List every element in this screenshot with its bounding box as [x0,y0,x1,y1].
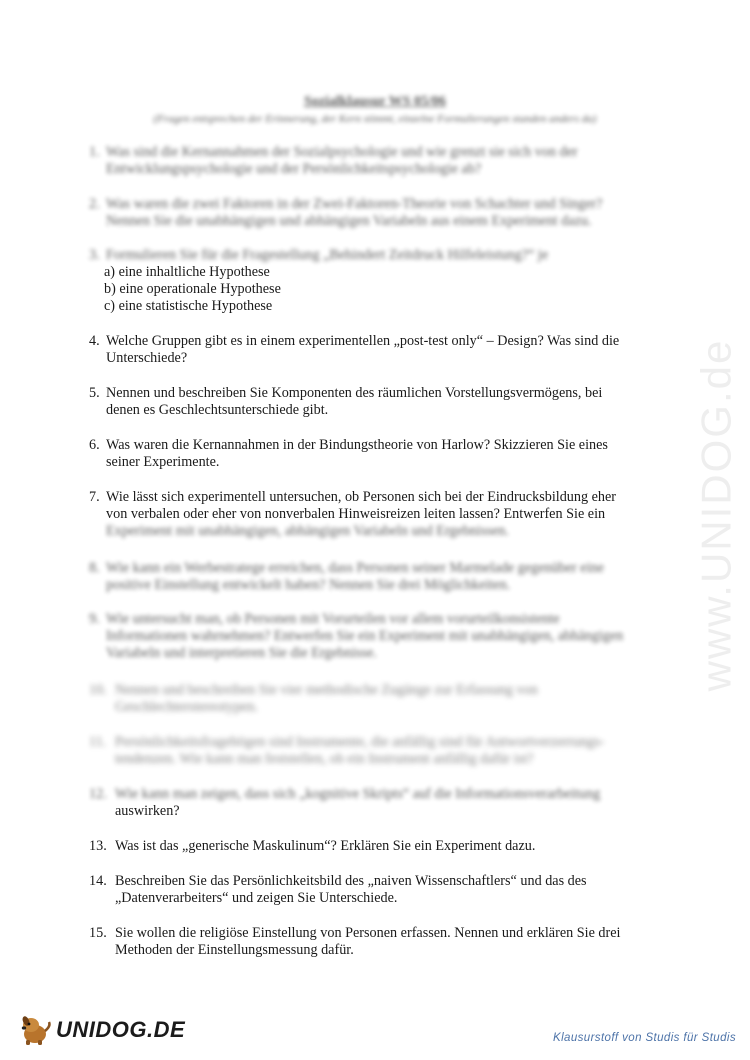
question-line: denen es Geschlechtsunterschiede gibt. [106,402,329,418]
question-12 [89,786,669,820]
question-number: 13. [89,838,107,854]
question-14 [89,873,669,907]
question-9 [89,611,669,662]
footer-tagline: Klausurstoff von Studis für Studis [553,1032,736,1044]
question-number: 7. [89,489,100,505]
question-line: von verbalen oder eher von nonverbalen Hinweisreizen leiten lassen? Entwerfen Sie ein [106,506,606,522]
question-number: 1. [89,144,100,160]
question-line: Sie wollen die religiöse Einstellung von Personen erfassen. Nennen und erklären Sie drei [115,925,621,941]
question-number: 12. [89,786,107,802]
question-number: 4. [89,333,100,349]
question-line: Methoden der Einstellungsmessung dafür. [115,942,354,958]
question-15 [89,925,669,959]
question-number: 2. [89,196,100,212]
question-2 [89,196,669,230]
question-11 [89,734,669,768]
question-number: 5. [89,385,100,401]
unidog-logo[interactable] [18,1010,185,1050]
question-line: Was ist das „generische Maskulinum“? Erklären Sie ein Experiment dazu. [115,838,536,854]
question-line: Nennen und beschreiben Sie Komponenten des räumlichen Vorstellungsvermögens, bei [106,385,603,401]
question-line: Was sind die Kernannahmen der Sozialpsychologie und wie grenzt sie sich von der [106,144,578,160]
question-number: 10. [89,682,107,698]
question-line: Wie kann man zeigen, dass sich „kognitive Skripts“ auf die Informationsverarbeitung [115,786,601,802]
question-line: Nennen und beschreiben Sie vier methodische Zugänge zur Erfassung von [115,682,538,698]
question-line: Variabeln und interpretieren Sie die Ergebnisse. [106,645,377,661]
question-line: Was waren die zwei Faktoren in der Zwei-Faktoren-Theorie von Schachter und Singer? [106,196,603,212]
question-line: auswirken? [115,803,180,819]
question-number: 15. [89,925,107,941]
question-number: 14. [89,873,107,889]
question-number: 3. [89,247,100,263]
question-line: Persönlichkeitsfragebögen sind Instrumente, die anfällig sind für Antwortverzerrungs- [115,734,605,750]
question-line: tendenzen. Wie kann man feststellen, ob ein Instrument anfällig dafür ist? [115,751,534,767]
watermark [692,280,740,750]
question-line: Entwicklungspsychologie und der Persönlichkeitspsychologie ab? [106,161,482,177]
question-4 [89,333,669,367]
hypothesis-c: c) eine statistische Hypothese [104,298,273,314]
question-number: 8. [89,560,100,576]
question-line: Wie lässt sich experimentell untersuchen, ob Personen sich bei der Eindrucksbildung eher [106,489,617,505]
question-7 [89,489,669,540]
question-line: Experiment mit unabhängigen, abhängigen Variabeln und Ergebnissen. [106,523,509,539]
question-5 [89,385,669,419]
question-1 [89,144,669,178]
question-13 [89,838,669,855]
question-3 [89,247,669,264]
question-line: Wie kann ein Werbestratege erreichen, dass Personen seiner Marmelade gegenüber eine [106,560,604,576]
question-line: Wie untersucht man, ob Personen mit Vorurteilen vor allem vorurteilkonsistente [106,611,560,627]
document-subtitle: (Fragen entsprechen der Erinnerung, der Kern stimmt, einzelne Formulierungen standen anders da) [153,113,597,125]
question-number: 11. [89,734,107,750]
question-line: „Datenverarbeiters“ und zeigen Sie Unterschiede. [115,890,398,906]
question-line: Unterschiede? [106,350,188,366]
question-10 [89,682,669,716]
question-line: Informationen wahrnehmen? Entwerfen Sie ein Experiment mit unabhängigen, abhängigen [106,628,624,644]
question-line: Formulieren Sie für die Fragestellung „Behindert Zeitdruck Hilfeleistung?“ je [106,247,549,263]
dog-icon [18,1012,54,1048]
question-line: Welche Gruppen gibt es in einem experimentellen „post-test only“ – Design? Was sind die [106,333,620,349]
hypothesis-b: b) eine operationale Hypothese [104,281,281,297]
question-line: seiner Experimente. [106,454,220,470]
question-line: Nennen Sie die unabhängigen und abhängigen Variabeln aus einem Experiment dazu. [106,213,592,229]
logo-text: UNIDOG.DE [56,1017,186,1042]
question-line: Was waren die Kernannahmen in der Bindungstheorie von Harlow? Skizzieren Sie eines [106,437,608,453]
question-number: 9. [89,611,100,627]
watermark-text: www.UNIDOG.de [692,338,740,692]
document-title: Sozialklausur WS 05/06 [304,94,446,109]
question-line: Beschreiben Sie das Persönlichkeitsbild des „naiven Wissenschaftlers“ und das des [115,873,587,889]
question-line: positive Einstellung entwickelt haben? Nennen Sie drei Möglichkeiten. [106,577,511,593]
hypothesis-a: a) eine inhaltliche Hypothese [104,264,270,280]
question-8 [89,560,669,594]
question-6 [89,437,669,471]
question-line: Geschlechterstereotypen. [115,699,258,715]
question-number: 6. [89,437,100,453]
